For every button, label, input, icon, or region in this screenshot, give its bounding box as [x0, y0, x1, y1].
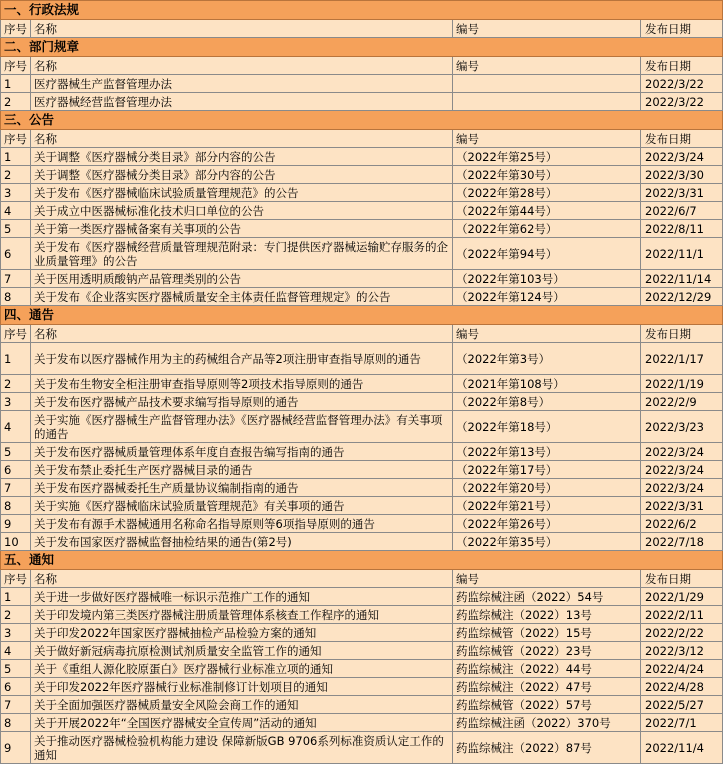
row-code: （2022年第103号）	[453, 270, 641, 288]
row-no: 6	[1, 678, 31, 696]
row-no: 2	[1, 606, 31, 624]
section-title: 三、公告	[1, 111, 723, 130]
row-no: 4	[1, 411, 31, 443]
row-no: 5	[1, 443, 31, 461]
row-name: 关于发布国家医疗器械监督抽检结果的通告(第2号)	[31, 533, 453, 551]
row-name: 关于印发境内第三类医疗器械注册质量管理体系核查工作程序的通知	[31, 606, 453, 624]
row-name: 关于发布医疗器械产品技术要求编写指导原则的通告	[31, 393, 453, 411]
section-header	[1, 306, 723, 325]
table-row	[1, 411, 723, 443]
row-code: 药监综械注（2022）47号	[453, 678, 641, 696]
table-row	[1, 393, 723, 411]
row-date: 2022/7/1	[641, 714, 723, 732]
row-no: 4	[1, 642, 31, 660]
row-name: 关于做好新冠病毒抗原检测试剂质量安全监管工作的通知	[31, 642, 453, 660]
column-header-no: 序号	[1, 130, 31, 148]
row-no: 4	[1, 202, 31, 220]
row-code: 药监综械注（2022）13号	[453, 606, 641, 624]
section-header	[1, 38, 723, 57]
table-row	[1, 588, 723, 606]
row-name: 医疗器械生产监督管理办法	[31, 75, 453, 93]
column-header-code: 编号	[453, 130, 641, 148]
row-date: 2022/3/12	[641, 642, 723, 660]
row-name: 关于调整《医疗器械分类目录》部分内容的公告	[31, 148, 453, 166]
table-row	[1, 343, 723, 375]
table-row	[1, 642, 723, 660]
row-name: 关于印发2022年医疗器械行业标准制修订计划项目的通知	[31, 678, 453, 696]
row-name: 关于发布医疗器械委托生产质量协议编制指南的通告	[31, 479, 453, 497]
regulations-table-body	[1, 1, 723, 764]
table-row	[1, 166, 723, 184]
table-row	[1, 461, 723, 479]
column-header-date: 发布日期	[641, 570, 723, 588]
row-code: （2022年第35号）	[453, 533, 641, 551]
row-date: 2022/8/11	[641, 220, 723, 238]
row-date: 2022/4/24	[641, 660, 723, 678]
row-code: （2022年第20号）	[453, 479, 641, 497]
row-code: （2022年第124号）	[453, 288, 641, 306]
column-header-name: 名称	[31, 20, 453, 38]
row-code: （2021年第108号）	[453, 375, 641, 393]
table-row	[1, 238, 723, 270]
row-no: 8	[1, 288, 31, 306]
table-row	[1, 93, 723, 111]
column-header-no: 序号	[1, 570, 31, 588]
row-code: （2022年第62号）	[453, 220, 641, 238]
row-date: 2022/3/22	[641, 75, 723, 93]
row-no: 1	[1, 588, 31, 606]
row-code: （2022年第30号）	[453, 166, 641, 184]
row-date: 2022/1/29	[641, 588, 723, 606]
section-title: 一、行政法规	[1, 1, 723, 20]
row-no: 7	[1, 479, 31, 497]
row-date: 2022/3/23	[641, 411, 723, 443]
row-name: 关于印发2022年国家医疗器械抽检产品检验方案的通知	[31, 624, 453, 642]
row-no: 7	[1, 696, 31, 714]
row-no: 3	[1, 624, 31, 642]
row-date: 2022/2/11	[641, 606, 723, 624]
section-title: 四、通告	[1, 306, 723, 325]
row-date: 2022/2/9	[641, 393, 723, 411]
row-date: 2022/4/28	[641, 678, 723, 696]
row-no: 1	[1, 148, 31, 166]
row-name: 关于发布生物安全柜注册审查指导原则等2项技术指导原则的通告	[31, 375, 453, 393]
column-header-name: 名称	[31, 325, 453, 343]
row-code: （2022年第3号）	[453, 343, 641, 375]
section-header	[1, 551, 723, 570]
row-name: 关于发布《企业落实医疗器械质量安全主体责任监督管理规定》的公告	[31, 288, 453, 306]
table-row	[1, 660, 723, 678]
row-no: 6	[1, 461, 31, 479]
column-header-no: 序号	[1, 20, 31, 38]
row-code: （2022年第8号）	[453, 393, 641, 411]
row-no: 5	[1, 660, 31, 678]
column-header-no: 序号	[1, 325, 31, 343]
row-no: 1	[1, 343, 31, 375]
table-row	[1, 75, 723, 93]
row-no: 6	[1, 238, 31, 270]
row-code: （2022年第25号）	[453, 148, 641, 166]
row-name: 医疗器械经营监督管理办法	[31, 93, 453, 111]
row-no: 9	[1, 515, 31, 533]
row-no: 7	[1, 270, 31, 288]
row-no: 2	[1, 166, 31, 184]
row-code: 药监综械注（2022）87号	[453, 732, 641, 764]
row-name: 关于医用透明质酸钠产品管理类别的公告	[31, 270, 453, 288]
row-no: 5	[1, 220, 31, 238]
row-date: 2022/3/24	[641, 443, 723, 461]
row-name: 关于《重组人源化胶原蛋白》医疗器械行业标准立项的通知	[31, 660, 453, 678]
row-no: 8	[1, 497, 31, 515]
row-name: 关于发布医疗器械质量管理体系年度自查报告编写指南的通告	[31, 443, 453, 461]
row-name: 关于全面加强医疗器械质量安全风险会商工作的通知	[31, 696, 453, 714]
table-row	[1, 497, 723, 515]
column-header-name: 名称	[31, 57, 453, 75]
row-date: 2022/1/17	[641, 343, 723, 375]
row-no: 2	[1, 93, 31, 111]
row-date: 2022/5/27	[641, 696, 723, 714]
column-header-row	[1, 570, 723, 588]
table-row	[1, 220, 723, 238]
table-row	[1, 696, 723, 714]
row-code: （2022年第18号）	[453, 411, 641, 443]
row-code: （2022年第44号）	[453, 202, 641, 220]
row-no: 3	[1, 184, 31, 202]
table-row	[1, 678, 723, 696]
table-row	[1, 714, 723, 732]
row-date: 2022/2/22	[641, 624, 723, 642]
column-header-date: 发布日期	[641, 130, 723, 148]
table-row	[1, 533, 723, 551]
column-header-date: 发布日期	[641, 325, 723, 343]
row-name: 关于调整《医疗器械分类目录》部分内容的公告	[31, 166, 453, 184]
row-name: 关于实施《医疗器械生产监督管理办法》《医疗器械经营监督管理办法》有关事项的通告	[31, 411, 453, 443]
column-header-row	[1, 325, 723, 343]
section-title: 二、部门规章	[1, 38, 723, 57]
row-name: 关于发布《医疗器械经营质量管理规范附录：专门提供医疗器械运输贮存服务的企业质量管理》的公告	[31, 238, 453, 270]
row-date: 2022/11/4	[641, 732, 723, 764]
table-row	[1, 606, 723, 624]
table-row	[1, 148, 723, 166]
table-row	[1, 288, 723, 306]
column-header-row	[1, 130, 723, 148]
row-name: 关于发布有源手术器械通用名称命名指导原则等6项指导原则的通告	[31, 515, 453, 533]
row-date: 2022/3/31	[641, 184, 723, 202]
row-date: 2022/12/29	[641, 288, 723, 306]
row-name: 关于推动医疗器械检验机构能力建设 保障新版GB 9706系列标准资质认定工作的通知	[31, 732, 453, 764]
table-row	[1, 375, 723, 393]
row-code: 药监综械注（2022）44号	[453, 660, 641, 678]
row-date: 2022/3/22	[641, 93, 723, 111]
row-no: 10	[1, 533, 31, 551]
row-date: 2022/11/14	[641, 270, 723, 288]
row-name: 关于开展2022年“全国医疗器械安全宣传周”活动的通知	[31, 714, 453, 732]
column-header-date: 发布日期	[641, 20, 723, 38]
column-header-no: 序号	[1, 57, 31, 75]
column-header-code: 编号	[453, 570, 641, 588]
row-code: 药监综械管（2022）57号	[453, 696, 641, 714]
section-header	[1, 1, 723, 20]
row-code: 药监综械注函（2022）370号	[453, 714, 641, 732]
table-row	[1, 270, 723, 288]
row-date: 2022/11/1	[641, 238, 723, 270]
row-code: （2022年第13号）	[453, 443, 641, 461]
row-date: 2022/3/31	[641, 497, 723, 515]
row-name: 关于成立中医器械标准化技术归口单位的公告	[31, 202, 453, 220]
row-date: 2022/1/19	[641, 375, 723, 393]
section-title: 五、通知	[1, 551, 723, 570]
row-name: 关于进一步做好医疗器械唯一标识示范推广工作的通知	[31, 588, 453, 606]
column-header-row	[1, 57, 723, 75]
row-code	[453, 75, 641, 93]
row-no: 9	[1, 732, 31, 764]
row-code: 药监综械注函（2022）54号	[453, 588, 641, 606]
column-header-row	[1, 20, 723, 38]
section-header	[1, 111, 723, 130]
row-no: 3	[1, 393, 31, 411]
row-date: 2022/6/7	[641, 202, 723, 220]
row-code: （2022年第26号）	[453, 515, 641, 533]
table-row	[1, 515, 723, 533]
column-header-code: 编号	[453, 57, 641, 75]
row-code: （2022年第21号）	[453, 497, 641, 515]
row-date: 2022/3/24	[641, 479, 723, 497]
row-no: 8	[1, 714, 31, 732]
table-row	[1, 479, 723, 497]
row-date: 2022/3/24	[641, 148, 723, 166]
row-no: 1	[1, 75, 31, 93]
row-name: 关于第一类医疗器械备案有关事项的公告	[31, 220, 453, 238]
row-name: 关于发布以医疗器械作用为主的药械组合产品等2项注册审查指导原则的通告	[31, 343, 453, 375]
column-header-code: 编号	[453, 325, 641, 343]
row-date: 2022/3/24	[641, 461, 723, 479]
row-name: 关于发布禁止委托生产医疗器械目录的通告	[31, 461, 453, 479]
row-name: 关于实施《医疗器械临床试验质量管理规范》有关事项的通告	[31, 497, 453, 515]
column-header-code: 编号	[453, 20, 641, 38]
row-code: 药监综械管（2022）23号	[453, 642, 641, 660]
column-header-date: 发布日期	[641, 57, 723, 75]
row-code: （2022年第28号）	[453, 184, 641, 202]
table-row	[1, 202, 723, 220]
row-code: 药监综械管（2022）15号	[453, 624, 641, 642]
row-date: 2022/6/2	[641, 515, 723, 533]
row-code: （2022年第17号）	[453, 461, 641, 479]
table-row	[1, 624, 723, 642]
column-header-name: 名称	[31, 130, 453, 148]
row-date: 2022/7/18	[641, 533, 723, 551]
row-code	[453, 93, 641, 111]
table-row	[1, 184, 723, 202]
row-date: 2022/3/30	[641, 166, 723, 184]
column-header-name: 名称	[31, 570, 453, 588]
table-row	[1, 443, 723, 461]
row-no: 2	[1, 375, 31, 393]
row-code: （2022年第94号）	[453, 238, 641, 270]
row-name: 关于发布《医疗器械临床试验质量管理规范》的公告	[31, 184, 453, 202]
